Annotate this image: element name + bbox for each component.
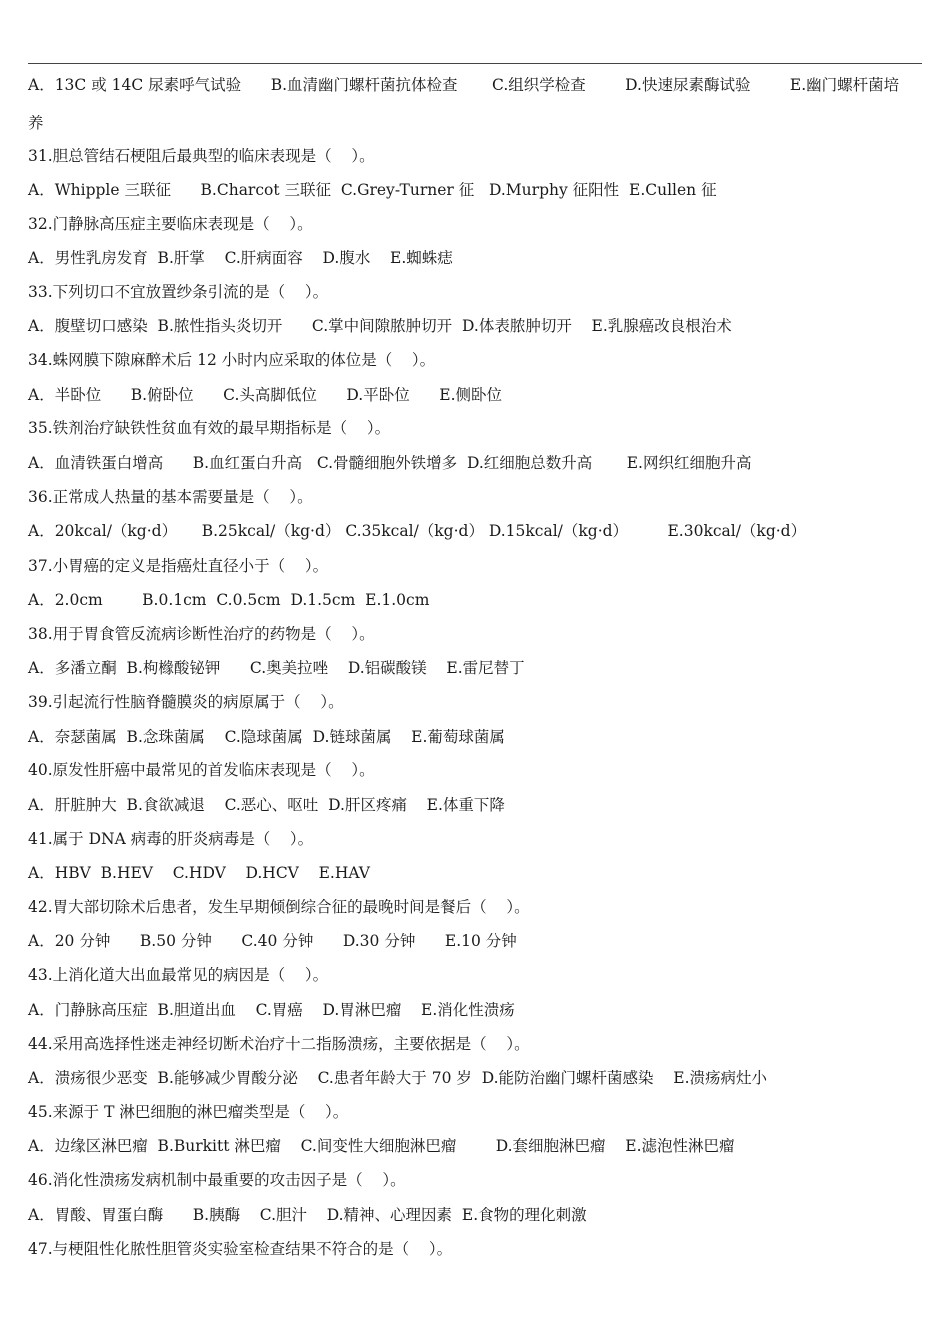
header-rule — [28, 63, 922, 64]
options-line: A．13C 或 14C 尿素呼气试验 B.血清幽门螺杆菌抗体检查 C.组织学检查 D.快速尿素酶试验 E.幽门螺杆菌培 — [28, 76, 900, 94]
options-line: A．20kcal/（kg·d） B.25kcal/（kg·d） C.35kcal/（kg·d） D.15kcal/（kg·d） E.30kcal/（kg·d） — [28, 522, 807, 540]
options-line: A．奈瑟菌属 B.念珠菌属 C.隐球菌属 D.链球菌属 E.葡萄球菌属 — [28, 728, 505, 746]
question-line: 46.消化性溃疡发病机制中最重要的攻击因子是（ ）。 — [28, 1171, 406, 1189]
options-line: A．溃疡很少恶变 B.能够减少胃酸分泌 C.患者年龄大于 70 岁 D.能防治幽门螺杆菌感染 E.溃疡病灶小 — [28, 1069, 767, 1087]
options-line: A．血清铁蛋白增高 B.血红蛋白升高 C.骨髓细胞外铁增多 D.红细胞总数升高 E.网织红细胞升高 — [28, 454, 752, 472]
text-line: 养 — [28, 114, 44, 132]
options-line: A．多潘立酮 B.枸橼酸铋钾 C.奥美拉唑 D.铝碳酸镁 E.雷尼替丁 — [28, 659, 525, 677]
options-line: A．2.0cm B.0.1cm C.0.5cm D.1.5cm E.1.0cm — [28, 591, 430, 609]
options-line: A．20 分钟 B.50 分钟 C.40 分钟 D.30 分钟 E.10 分钟 — [28, 932, 517, 950]
question-line: 42.胃大部切除术后患者，发生早期倾倒综合征的最晚时间是餐后（ ）。 — [28, 898, 530, 916]
question-line: 35.铁剂治疗缺铁性贫血有效的最早期指标是（ ）。 — [28, 419, 391, 437]
options-line: A．半卧位 B.俯卧位 C.头高脚低位 D.平卧位 E.侧卧位 — [28, 386, 503, 404]
options-line: A．HBV B.HEV C.HDV D.HCV E.HAV — [28, 864, 370, 882]
question-line: 41.属于 DNA 病毒的肝炎病毒是（ ）。 — [28, 830, 314, 848]
options-line: A．边缘区淋巴瘤 B.Burkitt 淋巴瘤 C.间变性大细胞淋巴瘤 D.套细胞淋巴瘤 E.滤泡性淋巴瘤 — [28, 1137, 735, 1155]
question-line: 45.来源于 T 淋巴细胞的淋巴瘤类型是（ ）。 — [28, 1103, 349, 1121]
question-line: 47.与梗阻性化脓性胆管炎实验室检查结果不符合的是（ ）。 — [28, 1240, 453, 1258]
question-line: 36.正常成人热量的基本需要量是（ ）。 — [28, 488, 313, 506]
question-line: 37.小胃癌的定义是指癌灶直径小于（ ）。 — [28, 557, 329, 575]
options-line: A．男性乳房发育 B.肝掌 C.肝病面容 D.腹水 E.蜘蛛痣 — [28, 249, 453, 267]
options-line: A．腹壁切口感染 B.脓性指头炎切开 C.掌中间隙脓肿切开 D.体表脓肿切开 E.乳腺癌改良根治术 — [28, 317, 732, 335]
question-line: 31.胆总管结石梗阻后最典型的临床表现是（ ）。 — [28, 147, 375, 165]
question-line: 32.门静脉高压症主要临床表现是（ ）。 — [28, 215, 313, 233]
question-line: 34.蛛网膜下隙麻醉术后 12 小时内应采取的体位是（ ）。 — [28, 351, 436, 369]
question-line: 44.采用高选择性迷走神经切断术治疗十二指肠溃疡，主要依据是（ ）。 — [28, 1035, 530, 1053]
question-line: 39.引起流行性脑脊髓膜炎的病原属于（ ）。 — [28, 693, 344, 711]
question-line: 40.原发性肝癌中最常见的首发临床表现是（ ）。 — [28, 761, 375, 779]
options-line: A．门静脉高压症 B.胆道出血 C.胃癌 D.胃淋巴瘤 E.消化性溃疡 — [28, 1001, 515, 1019]
question-line: 38.用于胃食管反流病诊断性治疗的药物是（ ）。 — [28, 625, 375, 643]
question-line: 43.上消化道大出血最常见的病因是（ ）。 — [28, 966, 329, 984]
options-line: A．肝脏肿大 B.食欲减退 C.恶心、呕吐 D.肝区疼痛 E.体重下降 — [28, 796, 505, 814]
question-line: 33.下列切口不宜放置纱条引流的是（ ）。 — [28, 283, 329, 301]
options-line: A．胃酸、胃蛋白酶 B.胰酶 C.胆汁 D.精神、心理因素 E.食物的理化刺激 — [28, 1206, 587, 1224]
options-line: A．Whipple 三联征 B.Charcot 三联征 C.Grey-Turner 征 D.Murphy 征阳性 E.Cullen 征 — [28, 181, 717, 199]
